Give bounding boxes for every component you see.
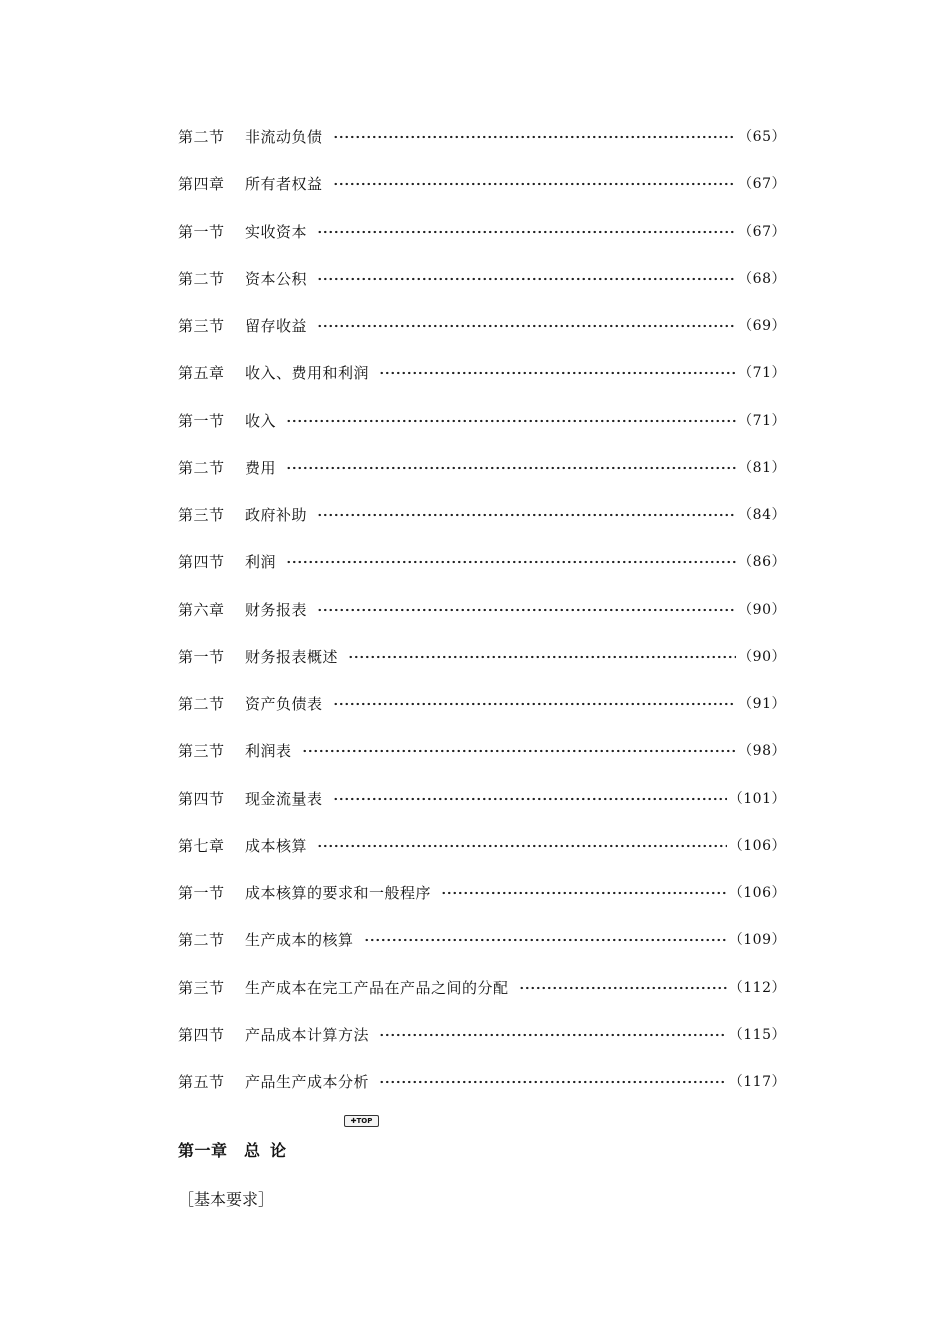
toc-entry-page: （90）: [738, 648, 786, 665]
toc-entry-title: 政府补助: [245, 506, 308, 524]
toc-entry-page: （91）: [738, 696, 786, 712]
toc-entry-number: 第二节: [178, 458, 225, 477]
toc-dot-leader: [364, 933, 727, 947]
toc-entry[interactable]: [178, 928, 786, 975]
toc-entry[interactable]: [178, 1070, 786, 1117]
toc-entry-number: 第一节: [178, 884, 225, 902]
toc-entry-page: （101）: [728, 790, 786, 807]
toc-entry-page: （117）: [728, 1074, 786, 1090]
toc-entry[interactable]: [178, 220, 786, 267]
toc-entry-title: 成本核算的要求和一般程序: [245, 884, 432, 902]
toc-entry-page: （67）: [738, 223, 786, 240]
toc-entry-number: 第一节: [178, 222, 225, 241]
toc-entry-number: 第五节: [178, 1073, 225, 1091]
toc-entry-title: 收入、费用和利润: [245, 364, 370, 383]
toc-entry-title: 费用: [245, 458, 277, 477]
toc-dot-leader: [379, 1028, 727, 1042]
toc-entry-number: 第三节: [178, 978, 225, 997]
toc-entry-title: 收入: [245, 411, 277, 430]
toc-entry[interactable]: [178, 645, 786, 692]
toc-entry-title: 产品成本计算方法: [245, 1025, 370, 1044]
toc-dot-leader: [286, 555, 736, 569]
toc-entry-number: 第四节: [178, 1025, 225, 1044]
toc-entry-page: （65）: [738, 129, 786, 145]
toc-entry-page: （90）: [738, 601, 786, 618]
toc-entry-number: 第六章: [178, 600, 225, 619]
toc-dot-leader: [317, 272, 736, 286]
toc-entry-number: 第二节: [178, 269, 225, 288]
toc-entry-title: 财务报表: [245, 600, 308, 619]
toc-entry[interactable]: [178, 456, 786, 503]
toc-dot-leader: [317, 225, 736, 239]
toc-entry-title: 生产成本的核算: [245, 931, 354, 950]
toc-entry[interactable]: [178, 834, 786, 881]
toc-dot-leader: [348, 650, 736, 664]
toc-entry[interactable]: [178, 503, 786, 550]
toc-entry-page: （98）: [738, 743, 786, 760]
toc-entry-title: 实收资本: [245, 222, 308, 241]
toc-dot-leader: [286, 414, 736, 428]
back-to-top-button[interactable]: [344, 1115, 379, 1127]
toc-entry-title: 所有者权益: [245, 175, 323, 194]
toc-entry-number: 第三节: [178, 506, 225, 524]
toc-dot-leader: [333, 177, 737, 191]
toc-entry[interactable]: [178, 125, 786, 172]
chapter-heading: [178, 1139, 296, 1163]
toc-dot-leader: [333, 792, 727, 806]
toc-entry-page: （81）: [738, 459, 786, 476]
toc-entry[interactable]: [178, 1023, 786, 1070]
toc-entry-number: 第二节: [178, 931, 225, 950]
toc-entry-title: 非流动负债: [245, 128, 323, 146]
toc-dot-leader: [317, 839, 727, 853]
chapter-number: 第一章: [178, 1141, 228, 1160]
toc-entry[interactable]: [178, 739, 786, 786]
toc-dot-leader: [441, 886, 727, 900]
toc-entry[interactable]: [178, 598, 786, 645]
toc-dot-leader: [519, 981, 727, 995]
toc-entry-title: 留存收益: [245, 317, 308, 335]
chapter-title: 总论: [244, 1141, 297, 1160]
toc-entry-title: 财务报表概述: [245, 647, 339, 666]
toc-entry-title: 现金流量表: [245, 789, 323, 808]
toc-entry-page: （86）: [738, 554, 786, 571]
toc-entry-number: 第三节: [178, 317, 225, 335]
toc-dot-leader: [317, 603, 736, 617]
toc-entry-page: （71）: [738, 412, 786, 429]
toc-entry[interactable]: [178, 550, 786, 597]
up-arrow-icon: ✚: [350, 1117, 357, 1125]
toc-entry-number: 第四节: [178, 789, 225, 808]
toc-entry-page: （67）: [738, 176, 786, 193]
toc-dot-leader: [317, 508, 736, 522]
toc-entry-title: 利润表: [245, 742, 292, 761]
toc-entry[interactable]: [178, 692, 786, 739]
top-button-label: TOP: [356, 1117, 373, 1125]
toc-entry-title: 资本公积: [245, 269, 308, 288]
toc-entry-number: 第四章: [178, 175, 225, 194]
toc-entry[interactable]: [178, 172, 786, 219]
toc-entry[interactable]: [178, 787, 786, 834]
toc-entry[interactable]: [178, 314, 786, 361]
toc-entry-title: 生产成本在完工产品在产品之间的分配: [245, 978, 509, 997]
toc-entry-title: 产品生产成本分析: [245, 1073, 370, 1091]
section-label-basic-requirements: ［基本要求］: [178, 1190, 275, 1209]
toc-entry-number: 第四节: [178, 553, 225, 572]
toc-entry-page: （69）: [738, 318, 786, 334]
toc-entry[interactable]: [178, 881, 786, 928]
toc-entry-page: （68）: [738, 270, 786, 287]
toc-entry-page: （106）: [728, 837, 786, 854]
toc-dot-leader: [379, 1075, 727, 1089]
toc-entry-number: 第七章: [178, 836, 225, 855]
toc-entry-number: 第二节: [178, 128, 225, 146]
toc-entry-page: （84）: [738, 507, 786, 523]
toc-entry-title: 成本核算: [245, 836, 308, 855]
table-of-contents: [178, 125, 786, 1117]
toc-entry-page: （106）: [728, 885, 786, 901]
toc-dot-leader: [286, 461, 736, 475]
toc-entry[interactable]: [178, 976, 786, 1023]
toc-entry-number: 第一节: [178, 411, 225, 430]
toc-dot-leader: [379, 366, 736, 380]
toc-entry-number: 第五章: [178, 364, 225, 383]
toc-dot-leader: [317, 319, 736, 333]
toc-dot-leader: [302, 744, 737, 758]
toc-dot-leader: [333, 130, 737, 144]
toc-entry-number: 第二节: [178, 695, 225, 713]
toc-entry-number: 第一节: [178, 647, 225, 666]
toc-entry-title: 资产负债表: [245, 695, 323, 713]
toc-entry[interactable]: [178, 361, 786, 408]
toc-entry-page: （71）: [738, 365, 786, 382]
toc-entry-number: 第三节: [178, 742, 225, 761]
toc-entry[interactable]: [178, 267, 786, 314]
toc-entry[interactable]: [178, 409, 786, 456]
toc-dot-leader: [333, 697, 737, 711]
toc-entry-page: （112）: [728, 979, 786, 996]
toc-entry-title: 利润: [245, 553, 277, 572]
toc-entry-page: （115）: [728, 1026, 786, 1043]
toc-entry-page: （109）: [728, 932, 786, 949]
